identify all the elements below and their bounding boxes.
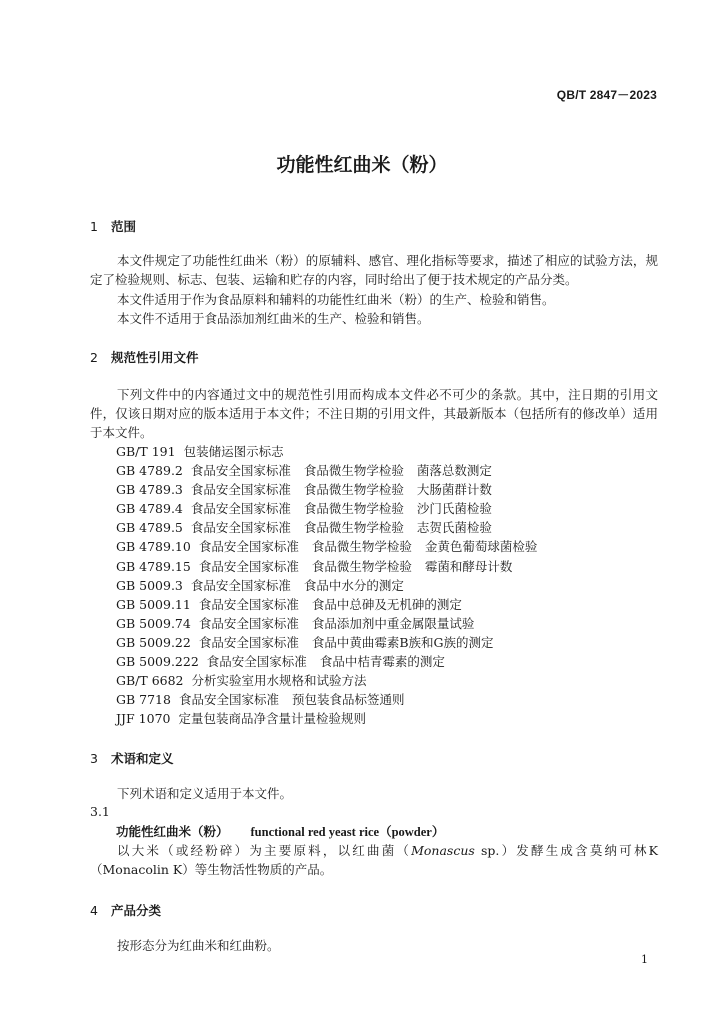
section-1-heading bbox=[90, 217, 136, 235]
reference-title-part: 包装储运图示标志 bbox=[183, 444, 284, 459]
reference-title-part: 食品安全国家标准 bbox=[198, 596, 299, 612]
reference-title-part: 食品添加剂中重金属限量试验 bbox=[311, 615, 475, 631]
reference-title-part: 金黄色葡萄球菌检验 bbox=[424, 539, 538, 555]
reference-title-part: 食品微生物学检验 bbox=[303, 463, 404, 479]
reference-title-part: 食品中桔青霉素的测定 bbox=[319, 654, 445, 670]
reference-list bbox=[116, 442, 550, 728]
reference-title-part: 霉菌和酵母计数 bbox=[424, 558, 513, 574]
reference-title-part: 食品安全国家标准 bbox=[198, 615, 299, 631]
reference-item bbox=[116, 480, 550, 499]
section-number: 3 bbox=[90, 751, 98, 766]
reference-title-part: 分析实验室用水规格和试验方法 bbox=[191, 673, 367, 689]
section-title: 术语和定义 bbox=[111, 751, 174, 766]
section-2-heading bbox=[90, 348, 199, 366]
reference-title-part: 食品安全国家标准 bbox=[190, 501, 291, 517]
reference-item bbox=[116, 633, 550, 652]
reference-code: GB 4789.5 bbox=[116, 520, 183, 536]
page-number: 1 bbox=[641, 953, 648, 966]
section-title: 范围 bbox=[111, 219, 137, 234]
reference-title-part: 食品安全国家标准 bbox=[206, 654, 307, 670]
section-4-heading bbox=[90, 901, 161, 919]
reference-title-part: 食品安全国家标准 bbox=[198, 558, 299, 574]
reference-item bbox=[116, 576, 550, 595]
document-title: 功能性红曲米（粉） bbox=[276, 154, 448, 176]
reference-title-part: 食品中水分的测定 bbox=[303, 577, 404, 593]
reference-title-part: 沙门氏菌检验 bbox=[416, 501, 492, 517]
reference-code: GB 5009.222 bbox=[116, 654, 199, 670]
reference-title-part: 食品安全国家标准 bbox=[190, 577, 291, 593]
reference-item bbox=[116, 537, 550, 556]
term-entry bbox=[116, 822, 444, 840]
reference-title-part: 大肠菌群计数 bbox=[416, 482, 492, 498]
definition-text-rest: sp.）发酵生成含莫纳可林K（Monacolin K）等生物活性物质的产品。 bbox=[90, 843, 658, 877]
reference-code: GB 7718 bbox=[116, 692, 171, 708]
reference-title-part: 食品安全国家标准 bbox=[198, 539, 299, 555]
definition-text: 以大米（或经粉碎）为主要原料，以红曲菌（ bbox=[117, 843, 412, 858]
reference-code: GB 4789.15 bbox=[116, 558, 191, 574]
reference-code: GB/T 6682 bbox=[116, 673, 184, 689]
reference-item bbox=[116, 690, 550, 709]
section-3-heading bbox=[90, 749, 174, 767]
section-title: 规范性引用文件 bbox=[111, 350, 199, 365]
reference-item bbox=[116, 614, 550, 633]
reference-code: GB 5009.3 bbox=[116, 577, 183, 593]
reference-title-part: 食品微生物学检验 bbox=[303, 501, 404, 517]
reference-title-part: 食品安全国家标准 bbox=[198, 634, 299, 650]
reference-title-part: 食品安全国家标准 bbox=[190, 482, 291, 498]
scope-paragraph-1: 本文件规定了功能性红曲米（粉）的原辅料、感官、理化指标等要求，描述了相应的试验方法，规定了检验规则、标志、包装、运输和贮存的内容，同时给出了便于技术规定的产品分类。 bbox=[90, 253, 658, 287]
reference-title-part: 食品安全国家标准 bbox=[190, 520, 291, 536]
reference-code: GB 5009.74 bbox=[116, 615, 191, 631]
reference-title-part: 食品安全国家标准 bbox=[178, 692, 279, 708]
reference-code: GB 5009.22 bbox=[116, 634, 191, 650]
reference-item bbox=[116, 499, 550, 518]
section-number: 4 bbox=[90, 903, 98, 918]
reference-item bbox=[116, 461, 550, 480]
reference-title-part: 食品微生物学检验 bbox=[311, 558, 412, 574]
reference-item bbox=[116, 518, 550, 537]
reference-code: GB 4789.10 bbox=[116, 539, 191, 555]
term-definition bbox=[90, 841, 658, 879]
section-title: 产品分类 bbox=[111, 903, 162, 918]
reference-item bbox=[116, 709, 550, 728]
reference-item bbox=[116, 557, 550, 576]
scope-paragraph-2: 本文件适用于作为食品原料和辅料的功能性红曲米（粉）的生产、检验和销售。 bbox=[117, 292, 555, 307]
clause-number: 3.1 bbox=[90, 804, 110, 819]
reference-title-part: 食品中总砷及无机砷的测定 bbox=[311, 596, 462, 612]
references-intro: 下列文件中的内容通过文中的规范性引用而构成本文件必不可少的条款。其中，注日期的引用文件，仅该日期对应的版本适用于本文件；不注日期的引用文件，其最新版本（包括所有的修改单）适用于本文件。 bbox=[90, 387, 658, 440]
reference-title-part: 食品安全国家标准 bbox=[190, 463, 291, 479]
term-chinese: 功能性红曲米（粉） bbox=[116, 824, 229, 839]
term-english: functional red yeast rice（powder） bbox=[250, 825, 445, 839]
reference-code: GB 4789.2 bbox=[116, 463, 183, 479]
reference-code: JJF 1070 bbox=[116, 711, 171, 727]
section-number: 1 bbox=[90, 219, 98, 234]
reference-item bbox=[116, 671, 550, 690]
section-number: 2 bbox=[90, 350, 98, 365]
reference-title-part: 食品微生物学检验 bbox=[303, 482, 404, 498]
reference-title-part: 志贺氏菌检验 bbox=[416, 520, 492, 536]
reference-item bbox=[116, 595, 550, 614]
reference-title-part: 预包装食品标签通则 bbox=[291, 692, 405, 708]
classification-paragraph: 按形态分为红曲米和红曲粉。 bbox=[117, 938, 280, 953]
reference-item bbox=[116, 652, 550, 671]
reference-code: GB/T 191 bbox=[116, 444, 176, 459]
definition-genus: Monascus bbox=[411, 843, 475, 858]
reference-title-part: 食品微生物学检验 bbox=[311, 539, 412, 555]
reference-item bbox=[116, 442, 550, 461]
reference-code: GB 4789.4 bbox=[116, 501, 183, 517]
scope-paragraph-3: 本文件不适用于食品添加剂红曲米的生产、检验和销售。 bbox=[117, 311, 430, 326]
standard-code: QB/T 2847－2023 bbox=[556, 88, 657, 102]
reference-title-part: 定量包装商品净含量计量检验规则 bbox=[178, 711, 366, 727]
reference-code: GB 4789.3 bbox=[116, 482, 183, 498]
reference-title-part: 菌落总数测定 bbox=[416, 463, 492, 479]
reference-title-part: 食品微生物学检验 bbox=[303, 520, 404, 536]
terms-intro: 下列术语和定义适用于本文件。 bbox=[117, 786, 293, 801]
reference-code: GB 5009.11 bbox=[116, 596, 191, 612]
reference-title-part: 食品中黄曲霉素B族和G族的测定 bbox=[311, 634, 494, 650]
